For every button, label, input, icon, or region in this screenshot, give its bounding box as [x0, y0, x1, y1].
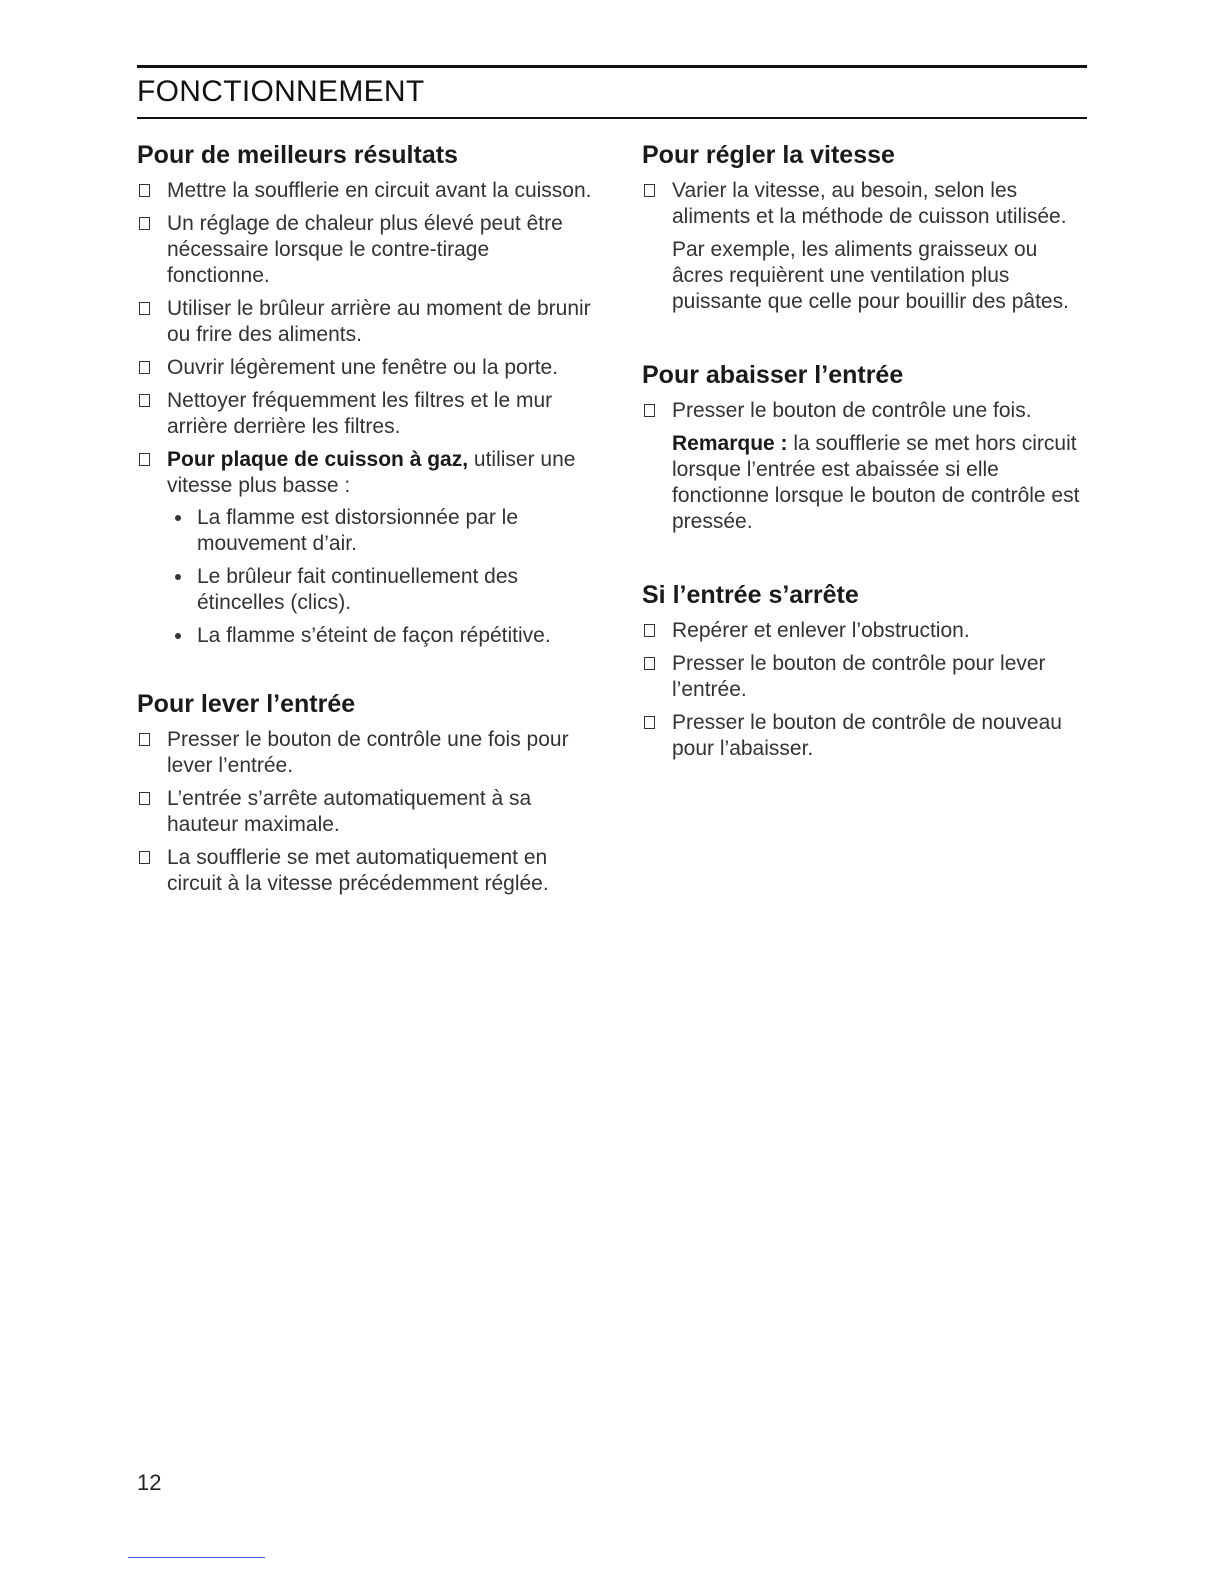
- list-item-text: Varier la vitesse, au besoin, selon les aliments et la méthode de cuisson utilisée.: [672, 179, 1067, 228]
- list-item: [642, 618, 1087, 644]
- checkbox-icon: [139, 733, 150, 746]
- gas-item-text: utiliser une vitesse plus basse :: [167, 448, 576, 497]
- checkbox-icon: [139, 453, 150, 466]
- list-item-text: Ouvrir légèrement une fenêtre ou la porte.: [167, 356, 559, 379]
- checkbox-icon: [139, 302, 150, 315]
- bullet-item: [167, 505, 597, 557]
- checkbox-icon: [644, 184, 655, 197]
- list-item: [137, 355, 597, 381]
- section-speed: [642, 138, 1087, 315]
- list-item: [137, 845, 597, 897]
- bullet-icon: [175, 574, 181, 580]
- list-item-text: L’entrée s’arrête automatiquement à sa hauteur maximale.: [167, 787, 532, 836]
- bullet-list: [167, 505, 597, 649]
- list-item: [642, 651, 1087, 703]
- bullet-icon: [175, 633, 181, 639]
- list-item-text: Presser le bouton de contrôle une fois.: [672, 399, 1032, 422]
- note-paragraph: [672, 431, 1087, 535]
- checkbox-icon: [139, 217, 150, 230]
- list-item-text: Mettre la soufflerie en circuit avant la cuisson.: [167, 179, 592, 202]
- bullet-item: [167, 564, 597, 616]
- list-item: [137, 727, 597, 779]
- list-item: [137, 786, 597, 838]
- bullet-item: [167, 623, 597, 649]
- list-item-gas: [137, 447, 597, 649]
- list-item: [642, 178, 1087, 230]
- left-column: [137, 138, 597, 904]
- section-heading: Pour abaisser l’entrée: [642, 361, 904, 389]
- checkbox-icon: [139, 361, 150, 374]
- list-item-text: La soufflerie se met automatiquement en circuit à la vitesse précédemment réglée.: [167, 846, 549, 895]
- checklist: [137, 178, 597, 649]
- checkbox-icon: [139, 184, 150, 197]
- checkbox-icon: [644, 716, 655, 729]
- list-item: [137, 388, 597, 440]
- checkbox-icon: [139, 851, 150, 864]
- page-number: 12: [137, 1470, 162, 1495]
- list-item-text: Nettoyer fréquemment les filtres et le mur arrière derrière les filtres.: [167, 389, 553, 438]
- checkbox-icon: [139, 394, 150, 407]
- list-item-text: Presser le bouton de contrôle de nouveau pour l’abaisser.: [672, 711, 1062, 760]
- gas-item-bold: Pour plaque de cuisson à gaz,: [167, 448, 469, 471]
- list-item-text: Presser le bouton de contrôle une fois pour lever l’entrée.: [167, 728, 569, 777]
- header-bottom-rule: [137, 117, 1087, 119]
- checklist: [642, 618, 1087, 762]
- checklist: [642, 178, 1087, 230]
- footer-line: [128, 1557, 265, 1558]
- list-item-text: Presser le bouton de contrôle pour lever l’entrée.: [672, 652, 1046, 701]
- bullet-icon: [175, 515, 181, 521]
- header-top-rule: [137, 65, 1087, 68]
- checklist: [642, 398, 1087, 424]
- checkbox-icon: [644, 657, 655, 670]
- section-best-results: [137, 138, 597, 649]
- section-raise-entry: [137, 687, 597, 897]
- section-lower-entry: [642, 358, 1087, 535]
- list-item: [137, 178, 597, 204]
- checkbox-icon: [139, 792, 150, 805]
- checklist: [137, 727, 597, 897]
- section-heading: Si l’entrée s’arrête: [642, 581, 859, 609]
- right-column: [642, 138, 1087, 769]
- list-item-text: Repérer et enlever l’obstruction.: [672, 619, 970, 642]
- bullet-text: La flamme s’éteint de façon répétitive.: [197, 624, 551, 647]
- section-heading: Pour régler la vitesse: [642, 141, 895, 169]
- section-heading: Pour de meilleurs résultats: [137, 141, 458, 169]
- note-text: la soufflerie se met hors circuit lorsque l’entrée est abaissée si elle fonctionne lorsque le bouton de contrôle est pressée.: [672, 432, 1080, 533]
- example-paragraph: Par exemple, les aliments graisseux ou âcres requièrent une ventilation plus puissante que celle pour bouillir des pâtes.: [672, 238, 1069, 313]
- list-item: [642, 710, 1087, 762]
- bullet-text: Le brûleur fait continuellement des étincelles (clics).: [197, 565, 519, 614]
- list-item-text: Un réglage de chaleur plus élevé peut être nécessaire lorsque le contre-tirage fonctionne.: [167, 212, 563, 287]
- bullet-text: La flamme est distorsionnée par le mouvement d’air.: [197, 506, 518, 555]
- section-heading: Pour lever l’entrée: [137, 690, 356, 718]
- note-label: Remarque :: [672, 432, 788, 455]
- section-entry-stops: [642, 578, 1087, 762]
- list-item-text: Utiliser le brûleur arrière au moment de brunir ou frire des aliments.: [167, 297, 591, 346]
- checkbox-icon: [644, 404, 655, 417]
- list-item: [137, 211, 597, 289]
- checkbox-icon: [644, 624, 655, 637]
- list-item: [642, 398, 1087, 424]
- page-title: FONCTIONNEMENT: [137, 75, 425, 108]
- list-item: [137, 296, 597, 348]
